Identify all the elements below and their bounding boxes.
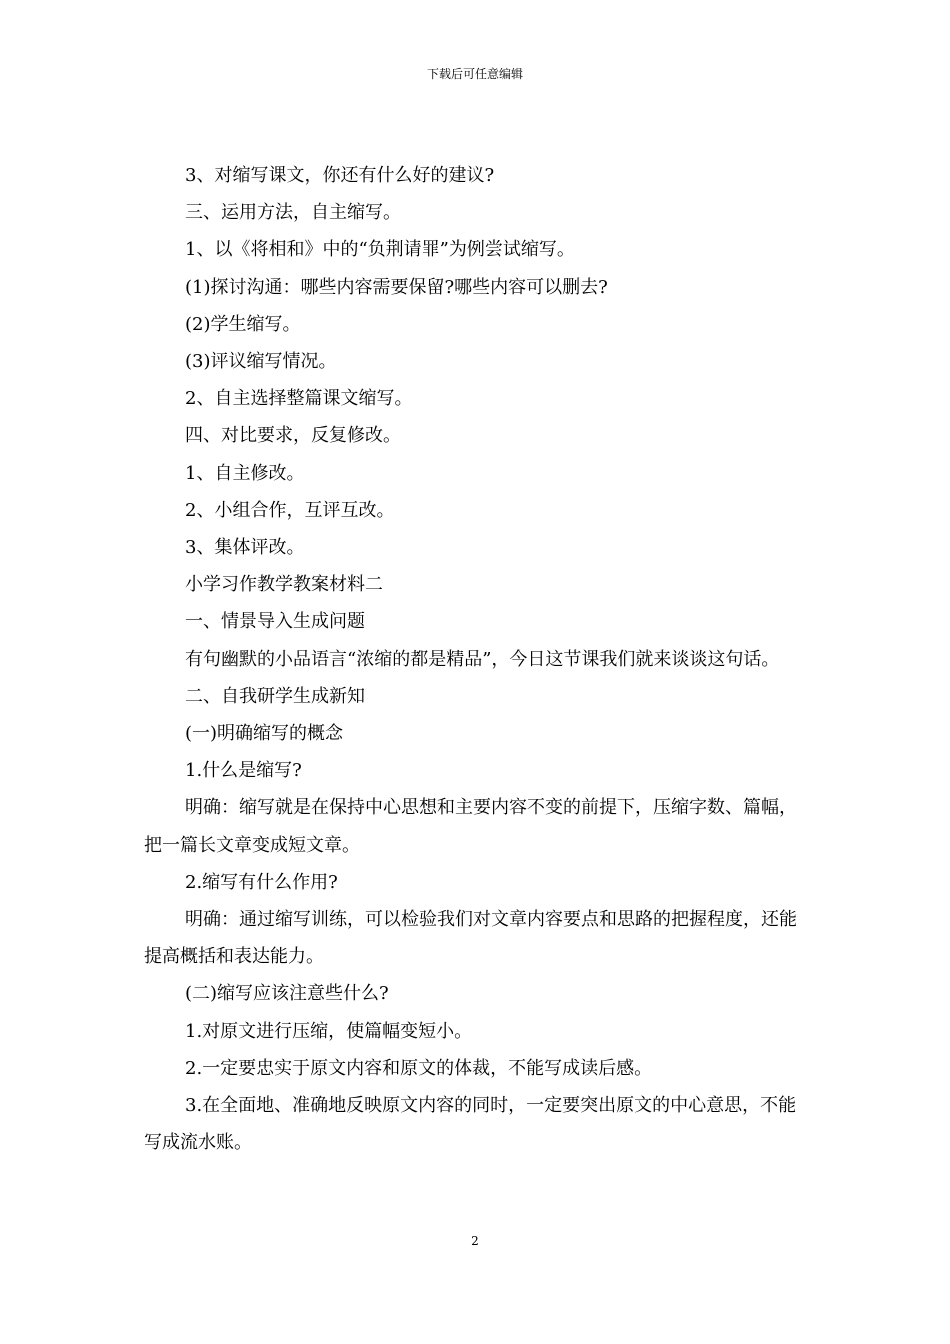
paragraph: 1、以《将相和》中的“负荆请罪”为例尝试缩写。 (185, 239, 575, 261)
paragraph: 2.一定要忠实于原文内容和原文的体裁，不能写成读后感。 (185, 1057, 653, 1079)
page-number: 2 (471, 1234, 479, 1248)
paragraph: (3)评议缩写情况。 (185, 351, 337, 373)
paragraph: 3.在全面地、准确地反映原文内容的同时，一定要突出原文的中心意思，不能写成流水账。 (144, 1095, 797, 1154)
paragraph: (2)学生缩写。 (185, 313, 301, 335)
paragraph: 2、小组合作，互评互改。 (185, 499, 395, 521)
paragraph: 明确：通过缩写训练，可以检验我们对文章内容要点和思路的把握程度，还能提高概括和表达能力。 (144, 909, 797, 968)
document-body (144, 157, 808, 1161)
paragraph: 2.缩写有什么作用? (185, 871, 338, 893)
paragraph: 1.对原文进行压缩，使篇幅变短小。 (185, 1020, 473, 1042)
page-header: 下载后可任意编辑 (426, 67, 523, 81)
section-title: 小学习作教学教案材料二 (185, 574, 383, 596)
paragraph: 二、自我研学生成新知 (185, 685, 365, 707)
paragraph: 明确：缩写就是在保持中心思想和主要内容不变的前提下，压缩字数、篇幅，把一篇长文章变成短文章。 (144, 797, 797, 856)
paragraph: (1)探讨沟通：哪些内容需要保留?哪些内容可以删去? (185, 276, 608, 298)
paragraph: (一)明确缩写的概念 (185, 723, 344, 745)
paragraph: 三、运用方法，自主缩写。 (185, 202, 401, 224)
paragraph: 3、集体评改。 (185, 537, 305, 559)
paragraph: (二)缩写应该注意些什么? (185, 983, 389, 1005)
paragraph: 一、情景导入生成问题 (185, 611, 365, 633)
paragraph: 2、自主选择整篇课文缩写。 (185, 388, 413, 410)
paragraph: 1、自主修改。 (185, 462, 305, 484)
paragraph: 3、对缩写课文，你还有什么好的建议? (185, 165, 495, 186)
paragraph: 有句幽默的小品语言“浓缩的都是精品”，今日这节课我们就来谈谈这句话。 (185, 648, 780, 670)
paragraph: 四、对比要求，反复修改。 (185, 425, 401, 447)
paragraph: 1.什么是缩写? (185, 760, 302, 782)
